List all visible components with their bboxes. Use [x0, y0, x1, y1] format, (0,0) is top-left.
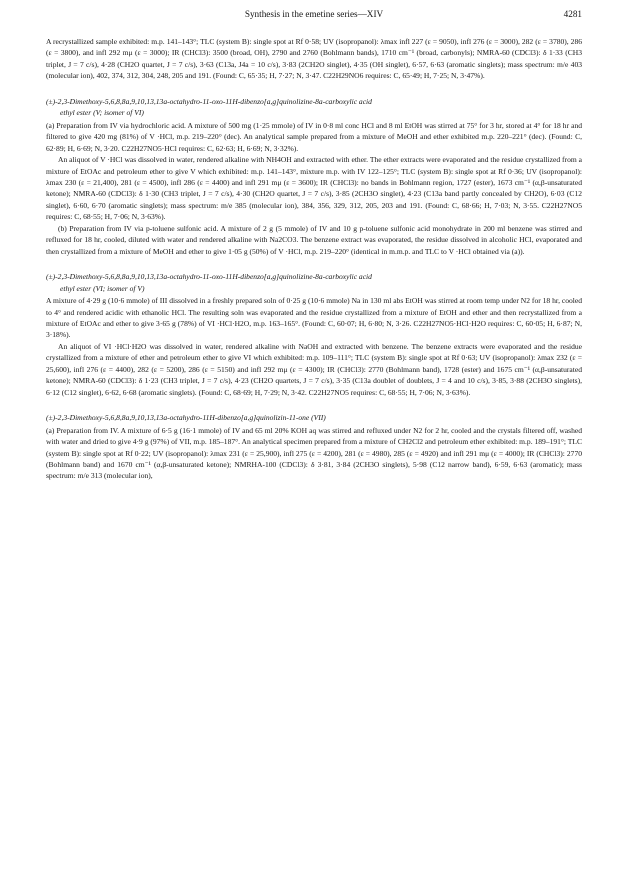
compound-heading: [46, 96, 582, 119]
paragraph: An aliquot of V ·HCl was dissolved in water, rendered alkaline with NH4OH and extracted with ether. The ether extracts were evaporated and the residue crystallized from a mixture of EtOAc and petroleum ether to give V which exhibited: m.p. 141–143°, mixture m.p. with IV 122–125°; TLC (system B): single spot at Rf 0·36; UV (isopropanol): λmax 230 (ε = 21,400), 281 (ε = 4500), infl 286 (ε = 4400) and infl 291 mμ (ε = 3600); IR (CHCl3): no bands in Bohlmann region, 1727 (ester), 1673 cm⁻¹ (α,β-unsaturated ketone); NMRA-60 (CDCl3): δ 1·30 (CH3 triplet, J = 7 c/s), 4·30 (CH2O quartet, J = 7 c/s), 3·85 (2CH3O singlet), 4·23 (C13a band partly concealed by CH2O), 6·03 (C12 singlet), 6·60, 6·70 (aromatic singlets); mass spectrum: m/e 385 (molecular ion), 384, 356, 329, 312, 205, 203 and 191. (Found: C, 68·66; H, 7·03; N, 3·55. C22H27NO5 requires: C, 68·55; H, 7·06; N, 3·63%).: [46, 155, 582, 222]
compound-heading: [46, 412, 582, 423]
compound-name: (±)-2,3-Dimethoxy-5,6,8,8a,9,10,13,13a-octahydro-11-oxo-11H-dibenzo[a,g]quinolizine-8a-carboxylic acid: [46, 96, 372, 106]
section-intro: [46, 36, 582, 82]
paragraph: A recrystallized sample exhibited: m.p. 141–143°; TLC (system B): single spot at Rf 0·58; UV (isopropanol): λmax infl 227 (ε = 9050), infl 276 (ε = 3000), 282 (ε = 3780), 286 (ε = 3800), and infl 292 mμ (ε = 3000); IR (CHCl3): 3500 (broad, OH), 2790 and 2760 (Bohlmann bands), 1710 cm⁻¹ (broad, carbonyls); NMRA-60 (CDCl3): δ 1·33 (CH3 triplet, J = 7 c/s), 4·28 (CH2O quartet, J = 7 c/s), 3·63 (C13a, J4a = 10 c/s), 3·83 (2CH2O singlet), 4·35 (OH singlet), 6·57, 6·63 (aromatic singlets); mass spectrum: m/e 403 (molecular ion), 402, 374, 312, 304, 248, 205 and 191. (Found: C, 65·35; H, 7·27; N, 3·47. C22H29NO6 requires: C, 65·49; H, 7·25; N, 3·47%).: [46, 37, 582, 81]
compound-heading: [46, 271, 582, 294]
compound-subtitle: ethyl ester (VI; isomer of V): [60, 283, 145, 293]
section-compound-v: [46, 96, 582, 257]
section-compound-vii: [46, 412, 582, 482]
paragraph: (b) Preparation from IV via p-toluene sulfonic acid. A mixture of 2 g (5 mmole) of IV and 10 g p-toluene sulfonic acid monohydrate in 200 ml benzene was stirred and refluxed for 18 hr, cooled, diluted with water and rendered alkaline with Na2CO3. The benzene extract was evaporated, the residue dissolved in alcoholic HCl, evaporated and then crystallized from a mixture of MeOH and ether to give 1·05 g (50%) of V ·HCl, m.p. 219–220° (identical in m.m.p. and TLC to V ·HCl obtained via (a)).: [46, 223, 582, 256]
compound-name: (±)-2,3-Dimethoxy-5,6,8,8a,9,10,13,13a-octahydro-11-oxo-11H-dibenzo[a,g]quinolizine-8a-carboxylic acid: [46, 272, 372, 282]
article-body: [46, 36, 582, 482]
compound-subtitle: ethyl ester (V; isomer of VI): [60, 108, 144, 118]
paragraph: A mixture of 4·29 g (10·6 mmole) of III dissolved in a freshly prepared soln of 0·25 g (10·6 mmole) Na in 130 ml abs EtOH was stirred at room temp under N2 for 18 hr, cooled to 4° and rendered acidic with ethanolic HCl. The resulting soln was evaporated and the residue crystallized from a mixture of EtOH and ether and then recrystallized from a mixture of EtOAc and ether to give 3·65 g (78%) of VI ·HCl·H2O, m.p. 163–165°. (Found: C, 60·07; H, 6·80; N, 3·26. C22H27NO5·HCl·H2O requires: C, 60·05; H, 6·87; N, 3·18%).: [46, 296, 582, 340]
section-compound-vi: [46, 271, 582, 398]
paragraph: (a) Preparation from IV. A mixture of 6·5 g (16·1 mmole) of IV and 65 ml 20% KOH aq was stirred and refluxed under N2 for 2 hr, cooled and the crystals filtered off, washed with water and dried to give 4·9 g (97%) of VII, m.p. 185–187°. An analytical specimen prepared from a mixture of CH2Cl2 and petroleum ether exhibited: m.p. 189–191°; TLC (system B): single spot at Rf 0·22; UV (isopropanol): λmax 231 (ε = 25,900), infl 275 (ε = 4200), 281 (ε = 4980), 285 (ε = 4920) and infl 291 mμ (ε = 4000); IR (CHCl3): 2770 (Bohlmann band) and 1670 cm⁻¹ (α,β-unsaturated ketone); NMRHA-100 (CDCl3): δ 3·81, 3·84 (2CH3O singlets), 5·98 (C12 narrow band), 6·59, 6·63 (aromatic); mass spectrum: m/e 313 (molecular ion),: [46, 425, 583, 481]
page-header: [46, 9, 582, 23]
paragraph: (a) Preparation from IV via hydrochloric acid. A mixture of 500 mg (1·25 mmole) of IV in 0·8 ml conc HCl and 8 ml EtOH was stirred at 75° for 3 hr, stored at 4° for 18 hr and filtered to give 420 mg (81%) of V ·HCl, m.p. 219–220° (dec). An analytical sample prepared from a mixture of MeOH and ether exhibited m.p. 220–221° (dec). (Found: C, 62·89; H, 6·69; N, 3·20. C22H27NO5·HCl requires: C, 62·63; H, 6·69; N, 3·32%).: [46, 120, 582, 153]
compound-name: (±)-2,3-Dimethoxy-5,6,8,8a,9,10,13,13a-octahydro-11H-dibenzo[a,g]quinolizin-11-one (VII): [46, 413, 326, 423]
running-title: Synthesis in the emetine series—XIV: [244, 9, 384, 19]
page-number: 4281: [563, 9, 582, 19]
paragraph: An aliquot of VI ·HCl·H2O was dissolved in water, rendered alkaline with NaOH and extracted with benzene. The benzene extracts were evaporated and the residue crystallized from a mixture of ether and petroleum ether to give VI which exhibited: m.p. 109–111°; TLC (system B): single spot at Rf 0·63; UV (isopropanol): λmax 232 (ε = 25,600), infl 276 (ε = 4400), 282 (ε = 5200), 286 (ε = 5150) and infl 292 mμ (ε = 4300); IR (CHCl3): 2770 (Bohlmann band), 1728 (ester) and 1675 cm⁻¹ (α,β-unsaturated ketone); NMRA-60 (CDCl3): δ 1·23 (CH3 triplet, J = 7 c/s), 4·23 (CH2O quartets, J = 7 c/s), 3·35 (C13a doublet of doublets, J = 4 and 10 c/s), 3·85, 3·88 (2CH3O singlets), 6·12 (C12 singlet), 6·62, 6·68 (aromatic singlets). (Found: C, 68·69; H, 7·29; N, 3·42. C22H27NO5 requires: C, 68·55; H, 7·06; N, 3·63%).: [46, 341, 582, 397]
